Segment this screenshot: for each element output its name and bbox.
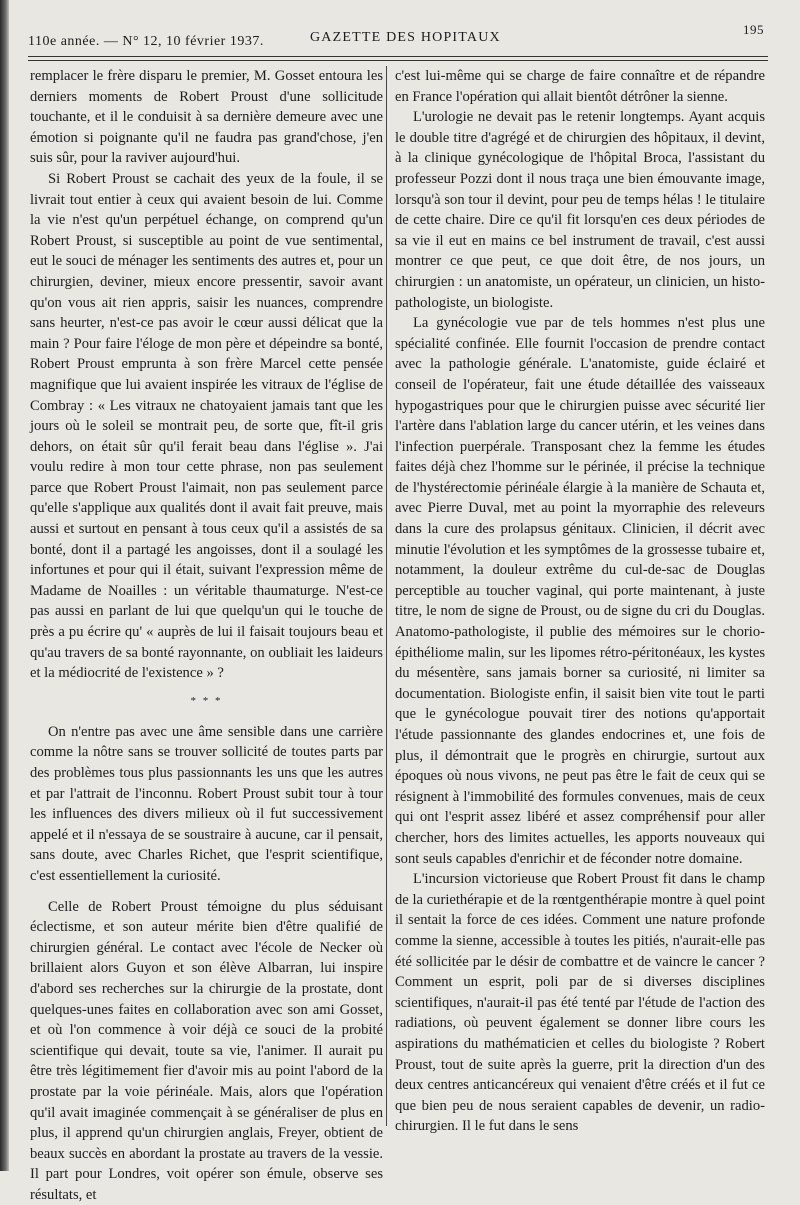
paragraph: remplacer le frère disparu le premier, M. Gosset entoura les derniers moments de Robert Proust d'une sollicitude touchante, et il le conduisit à sa dernière demeure avec une émotion si poignante qu'il ne faudra pas grand'chose, j'en suis sûr, pour la raviver aujourd'hui. <box>30 68 383 167</box>
right-column <box>395 66 765 1137</box>
paragraph: Celle de Robert Proust témoigne du plus séduisant éclectisme, et son auteur mérite bien d'être qualifié de chirurgien général. Le contact avec l'école de Necker où brillaient alors Guyon et son élève Albarran, lui inspire d'abord ses recherches sur la chirurgie de la prostate, dont quelques-unes faites en collaboration avec son ami Gosset, et où l'on commence à voir déjà ce souci de la probité scientifique qui devait, toute sa vie, l'animer. Il aurait pu être très légitimement fier d'avoir mis au point l'abord de la prostate par la voie périnéale. Mais, alors que l'opération qu'il avait imaginée commençait à se généraliser de plus en plus, il apprend qu'un chirurgien anglais, Freyer, obtient de beaux succès en abordant la prostate au travers de la vessie. Il part pour Londres, voit opérer son émule, observe ses résultats, et <box>30 898 383 1203</box>
header-rule-bottom <box>28 60 768 61</box>
paragraph: On n'entre pas avec une âme sensible dans une carrière comme la nôtre sans se trouver sollicité de toutes parts par des problèmes tous plus passionnants les uns que les autres et par l'attrait de l'inconnu. Robert Proust subit tour à tour les influences des divers milieux où il fut successivement appelé et il n'essaya de se soustraire à aucune, car il pensait, sans doute, avec Charles Richet, que l'esprit scientifique, c'est essentiellement la curiosité. <box>30 723 383 884</box>
left-column <box>30 66 383 1205</box>
issue-info: 110e année. — N° 12, 10 février 1937. <box>28 34 264 49</box>
paragraph: La gynécologie vue par de tels hommes n'est plus une spécialité confinée. Elle fournit l'occasion de prendre contact avec la pathologie générale. L'anatomiste, guide éclairé et conseil de l'opérateur, fait une étude détaillée des vaisseaux hypogastriques pour que le chirurgien puisse avec sécurité lier l'artère dans l'ablation large du cancer utérin, et les veines dans l'infection puerpérale. Transposant chez la femme les études faites déjà chez l'homme sur le périnée, il précise la technique de l'hystérectomie périnéale élargie à la manière de Schauta et, avec Pierre Duval, met au point la myorraphie des releveurs dans la cure des prolapsus génitaux. Clinicien, il décrit avec minutie l'évolution et les symptômes de la grossesse tubaire et, notamment, la douleur extrême du cul-de-sac de Douglas perceptible au toucher vaginal, qui porte maintenant, à juste titre, le nom de signe de Proust, ou de signe du cri du Douglas. Anatomo-pathologiste, il publie des mémoires sur le chorio-épithéliome malin, sur les lipomes rétro-péritonéaux, les kystes du mésentère, sans jamais borner sa curiosité, ni limiter sa documentation. Biologiste enfin, il saisit bien vite tout le parti que le gynécologue pouvait tirer des notions qu'apportait l'étude passionnante des glandes endocrines et, une fois de plus, il démontrait que le progrès en chirurgie, surtout aux époques où nous vivons, ne peut pas être le fait de ceux qui se résignent à l'immobilité des formules convenues, mais de ceux qui ont l'esprit assez libéré et assez compréhensif pour aller chercher, hors des limites actuelles, les apports nouveaux qui sont seuls capables d'enrichir et de féconder notre domaine. <box>395 315 765 867</box>
paragraph: L'urologie ne devait pas le retenir longtemps. Ayant acquis le double titre d'agrégé et de chirurgien des hôpitaux, il devint, à la clinique gynécologique de l'hôpital Broca, l'assistant du professeur Pozzi dont il nous traça une bien émouvante image, lorsqu'à son tour il devint, pour peu de temps hélas ! le titulaire de cette chaire. Dire ce qu'il fit lorsqu'en ces deux périodes de sa vie il eut en mains ce bel instrument de travail, c'est aussi montrer ce que peut, ce que doit être, de nos jours, un chirurgien : un anatomiste, un opérateur, un clinicien, un histo-pathologiste, un biologiste. <box>395 109 765 311</box>
paragraph: L'incursion victorieuse que Robert Proust fit dans le champ de la curiethérapie et de la rœntgenthérapie montre à quel point il sentait la force de ces idées. Comment une nature profonde comme la sienne, accessible à toutes les pitiés, n'aurait-elle pas été sollicitée par le désir de combattre et de vaincre le cancer ? Comment un esprit, poli par de si diverses disciplines scientifiques, n'aurait-il pas été tenté par l'étude de l'action des radiations, où peuvent également se donner libre cours les aspirations du mathématicien et celles du biologiste ? Robert Proust, tout de suite après la guerre, prit la direction d'un des deux centres anticancéreux qui venaient d'être créés et il fut ce que bien peu de nous seraient capables de devenir, un radio-chirurgien. Il le fut dans le sens <box>395 871 765 1135</box>
column-divider <box>386 66 387 1126</box>
paragraph: Si Robert Proust se cachait des yeux de la foule, il se livrait tout entier à ceux qui avaient besoin de lui. Comme la vie n'est qu'un perpétuel échange, on comprend qu'un Robert Proust, si susceptible au point de vue sentimental, eut le souci de ménager les sentiments des autres et, pour un chirurgien, deviner, mieux encore pressentir, savoir avant qu'on vous ait rien appris, saisir les nuances, comprendre sans heurter, n'est-ce pas avoir le cœur aussi délicat que la main ? Pour faire l'éloge de mon père et dépeindre sa bonté, Robert Proust emprunta à son frère Marcel cette pensée magnifique que lui avaient inspirée les vitraux de l'église de Combray : « Les vitraux ne chatoyaient jamais tant que les jours où le soleil se montrait peu, de sorte que, fît-il gris dehors, on était sûr qu'il ferait beau dans l'église ». J'ai voulu redire à mon tour cette phrase, non pas seulement parce que Robert Proust l'aimait, non pas seulement parce qu'elle s'applique aux qualités dont il avait fait preuve, mais aussi et surtout en pensant à tous ceux qu'il a assistés de sa bonté, dont il a partagé les angoisses, dont il a soulagé les infortunes et pour qui il était, suivant l'expression même de Madame de Noailles : un véritable thaumaturge. N'est-ce pas aussi en parlant de lui que quelqu'un qui le touche de près a pu écrire qu' « auprès de lui il faisait toujours beau et qu'au travers de sa bonté rayonnante, on oubliait les laideurs et la médiocrité de l'existence » ? <box>30 170 383 682</box>
page-number: 195 <box>743 22 764 37</box>
paragraph: c'est lui-même qui se charge de faire connaître et de répandre en France l'opération qui allait bientôt détrôner la sienne. <box>395 68 765 105</box>
page-binding-edge <box>0 0 9 1171</box>
asterism-separator: * * * <box>190 694 223 707</box>
page-header <box>28 22 786 52</box>
journal-title: GAZETTE DES HOPITAUX <box>310 30 501 45</box>
header-rule-top <box>28 56 768 57</box>
